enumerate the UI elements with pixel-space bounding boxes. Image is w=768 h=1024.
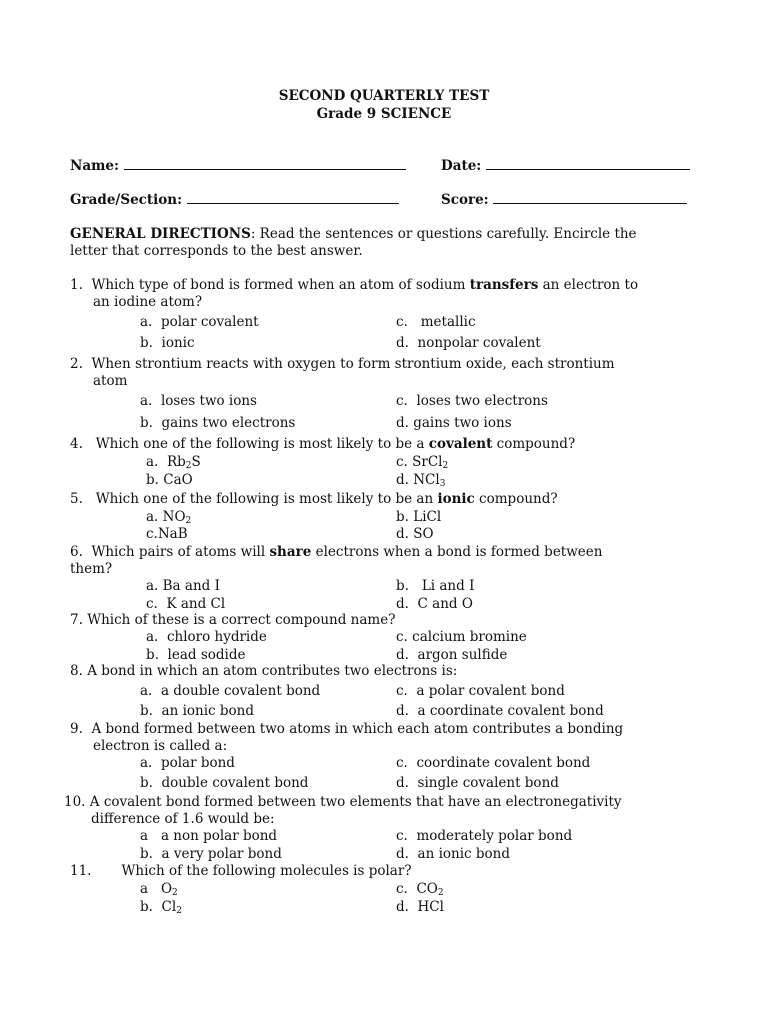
question-10-line2: difference of 1.6 would be: [91, 811, 275, 827]
question-number: 4. [70, 436, 83, 452]
question-7 [70, 612, 395, 628]
question-text-end: an electron to [538, 277, 639, 293]
question-9-line2: electron is called a: [93, 738, 228, 754]
question-text: Which one of the following is most likely to be a [95, 436, 429, 452]
date-field [441, 157, 690, 174]
q1-option-c[interactable]: c. metallic [396, 314, 476, 330]
q6-option-a[interactable]: a. Ba and I [146, 578, 220, 594]
grade-section-blank[interactable] [187, 191, 399, 204]
question-number: 1. [70, 277, 83, 293]
q1-option-b[interactable]: b. ionic [140, 335, 195, 351]
question-text: Which one of the following is most likely to be an [95, 491, 438, 507]
q8-option-a[interactable]: a. a double covalent bond [140, 683, 321, 699]
q9-option-b[interactable]: b. double covalent bond [140, 775, 309, 791]
question-text-end: electrons when a bond is formed between [311, 544, 603, 560]
q2-option-a[interactable]: a. loses two ions [140, 393, 257, 409]
question-8 [70, 663, 457, 679]
question-10 [64, 794, 622, 810]
question-text: A covalent bond formed between two elements that have an electronegativity [89, 794, 622, 810]
directions-label: GENERAL DIRECTIONS [70, 226, 251, 242]
question-number: 6. [70, 544, 83, 560]
score-label: Score: [441, 192, 489, 208]
q5-option-d[interactable]: d. SO [396, 526, 434, 542]
question-1 [70, 277, 638, 293]
q7-option-c[interactable]: c. calcium bromine [396, 629, 527, 645]
question-text: Which type of bond is formed when an atom of sodium [91, 277, 470, 293]
question-emphasis: ionic [437, 491, 475, 507]
question-11 [70, 863, 412, 879]
q10-option-b[interactable]: b. a very polar bond [140, 846, 282, 862]
q5-option-b[interactable]: b. LiCl [396, 509, 442, 525]
q8-option-d[interactable]: d. a coordinate covalent bond [396, 703, 604, 719]
q5-option-c[interactable]: c.NaB [146, 526, 188, 542]
directions-line2: letter that corresponds to the best answer. [70, 243, 363, 259]
question-9 [70, 721, 623, 737]
question-number: 5. [70, 491, 83, 507]
question-text-end: compound? [474, 491, 558, 507]
q1-option-a[interactable]: a. polar covalent [140, 314, 259, 330]
q10-option-d[interactable]: d. an ionic bond [396, 846, 510, 862]
score-field [441, 191, 687, 208]
question-6 [70, 544, 602, 560]
q9-option-c[interactable]: c. coordinate covalent bond [396, 755, 591, 771]
q7-option-b[interactable]: b. lead sodide [146, 647, 246, 663]
q6-option-d[interactable]: d. C and O [396, 596, 473, 612]
test-title: SECOND QUARTERLY TEST [278, 88, 490, 104]
grade-section-label: Grade/Section: [70, 192, 183, 208]
q1-option-d[interactable]: d. nonpolar covalent [396, 335, 541, 351]
directions [70, 226, 637, 242]
q4-option-a[interactable]: a. $Rb_2S$ [146, 454, 201, 471]
q4-option-c[interactable]: c. SrCl$_2$ [396, 454, 449, 471]
q7-option-d[interactable]: d. argon sulfide [396, 647, 508, 663]
q11-option-a[interactable]: a $O_2$ [140, 881, 178, 898]
question-text-end: compound? [492, 436, 576, 452]
date-label: Date: [441, 158, 482, 174]
name-field [70, 157, 406, 174]
q11-option-d[interactable]: d. HCl [396, 899, 444, 915]
question-number: 11. [70, 863, 92, 879]
q4-option-d[interactable]: d. NCl$_3$ [396, 472, 446, 489]
question-number: 9. [70, 721, 83, 737]
question-emphasis: share [269, 544, 312, 560]
question-6-line2: them? [70, 561, 113, 577]
grade-section-field [70, 191, 399, 208]
q6-option-b[interactable]: b. Li and I [396, 578, 475, 594]
q10-option-c[interactable]: c. moderately polar bond [396, 828, 573, 844]
question-5 [70, 491, 558, 507]
q10-option-a[interactable]: a a non polar bond [140, 828, 278, 844]
q4-option-b[interactable]: b. CaO [146, 472, 193, 488]
q11-option-b[interactable]: b. $Cl_2$ [140, 899, 182, 916]
question-emphasis: transfers [469, 277, 539, 293]
question-2-line2: atom [93, 373, 128, 389]
question-text: A bond formed between two atoms in which each atom contributes a bonding [91, 721, 624, 737]
question-text: A bond in which an atom contributes two electrons is: [87, 663, 458, 679]
question-text: Which pairs of atoms will [91, 544, 270, 560]
question-2 [70, 356, 615, 372]
question-number: 10. [64, 794, 86, 810]
q7-option-a[interactable]: a. chloro hydride [146, 629, 267, 645]
question-text: Which of these is a correct compound name? [87, 612, 396, 628]
question-emphasis: covalent [428, 436, 493, 452]
name-label: Name: [70, 158, 119, 174]
q11-option-c[interactable]: c. $CO_2$ [396, 881, 444, 898]
q8-option-c[interactable]: c. a polar covalent bond [396, 683, 565, 699]
question-1-line2: an iodine atom? [93, 294, 203, 310]
date-blank[interactable] [486, 157, 690, 170]
question-number: 2. [70, 356, 83, 372]
q2-option-c[interactable]: c. loses two electrons [396, 393, 548, 409]
q2-option-d[interactable]: d. gains two ions [396, 415, 512, 431]
question-4 [70, 436, 575, 452]
name-blank[interactable] [124, 157, 406, 170]
question-text: When strontium reacts with oxygen to form strontium oxide, each strontium [91, 356, 615, 372]
test-subtitle: Grade 9 SCIENCE [316, 106, 452, 122]
score-blank[interactable] [493, 191, 687, 204]
q5-option-a[interactable]: a. $NO_2$ [146, 509, 192, 526]
directions-text: : Read the sentences or questions carefully. Encircle the [250, 226, 637, 242]
q9-option-a[interactable]: a. polar bond [140, 755, 235, 771]
q9-option-d[interactable]: d. single covalent bond [396, 775, 559, 791]
q2-option-b[interactable]: b. gains two electrons [140, 415, 296, 431]
q8-option-b[interactable]: b. an ionic bond [140, 703, 254, 719]
q6-option-c[interactable]: c. K and Cl [146, 596, 226, 612]
question-number: 7. [70, 612, 83, 628]
question-text: Which of the following molecules is polar? [121, 863, 412, 879]
question-number: 8. [70, 663, 83, 679]
